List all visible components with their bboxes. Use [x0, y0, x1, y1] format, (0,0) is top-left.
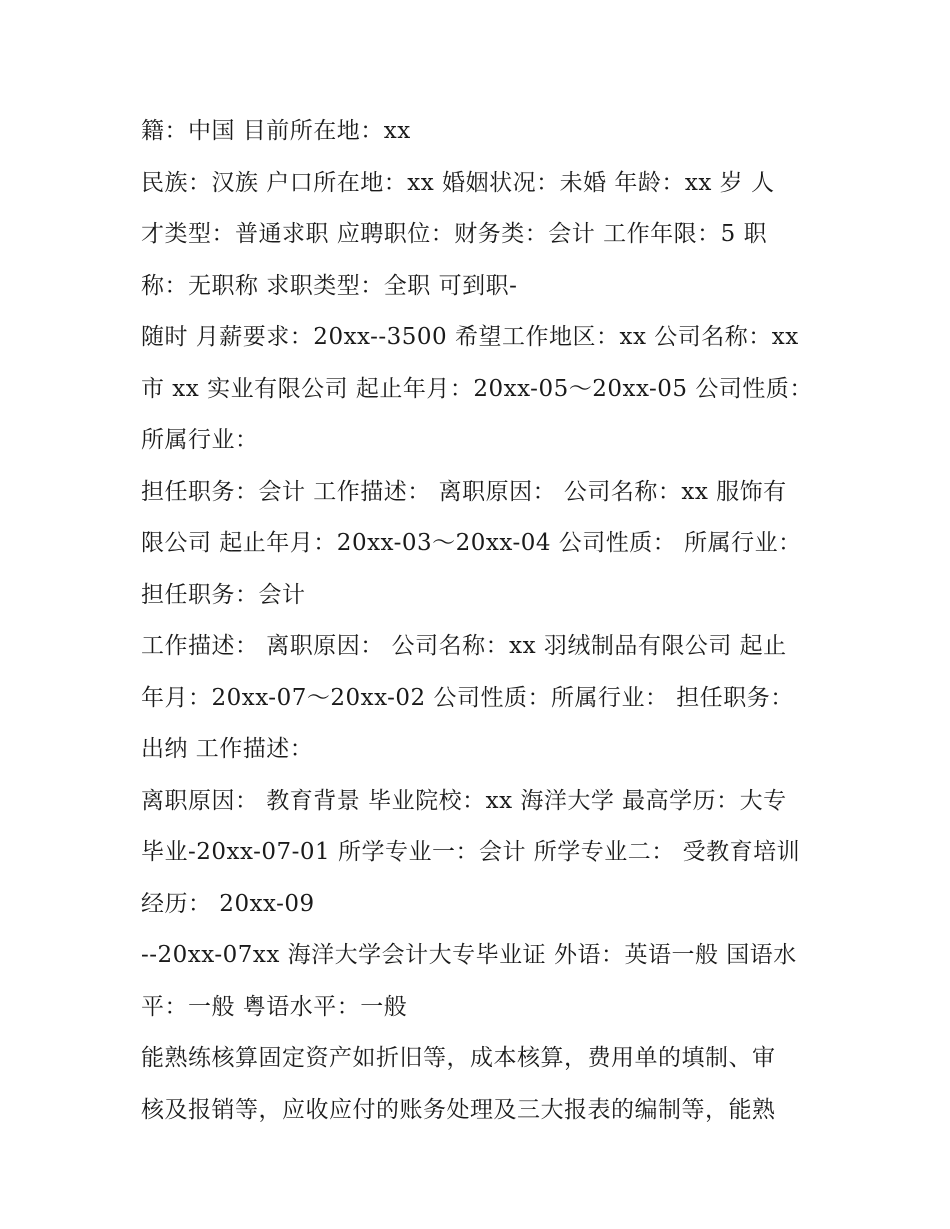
text-line: 担任职务：会计 — [141, 581, 306, 608]
text-line: 称：无职称 求职类型：全职 可到职- — [141, 272, 518, 299]
text-line: 能熟练核算固定资产如折旧等，成本核算，费用单的填制、审 — [141, 1045, 776, 1071]
text-line: 年月：20xx-07～20xx-02 公司性质：所属行业： 担任职务： — [141, 684, 794, 711]
text-line: 所属行业： — [141, 427, 259, 453]
text-line: 经历： 20xx-09 — [141, 890, 315, 917]
resume-text — [141, 106, 821, 1136]
text-line: 限公司 起止年月：20xx-03～20xx-04 公司性质： 所属行业： — [141, 530, 802, 556]
text-line: 市 xx 实业有限公司 起止年月：20xx-05～20xx-05 公司性质： — [141, 375, 813, 402]
text-line: 平：一般 粤语水平：一般 — [141, 993, 408, 1020]
text-line: --20xx-07xx 海洋大学会计大专毕业证 外语：英语一般 国语水 — [141, 942, 797, 968]
text-line: 才类型：普通求职 应聘职位：财务类：会计 工作年限：5 职 — [141, 221, 768, 247]
text-line: 出纳 工作描述： — [141, 736, 314, 762]
text-line: 籍：中国 目前所在地：xx — [141, 118, 411, 144]
text-line: 核及报销等，应收应付的账务处理及三大报表的编制等，能熟 — [141, 1096, 776, 1123]
text-line: 随时 月薪要求：20xx--3500 希望工作地区：xx 公司名称：xx — [141, 324, 799, 350]
text-line: 工作描述： 离职原因： 公司名称：xx 羽绒制品有限公司 起止 — [141, 633, 787, 659]
text-line: 民族：汉族 户口所在地：xx 婚姻状况：未婚 年龄：xx 岁 人 — [141, 169, 775, 196]
text-line: 毕业-20xx-07-01 所学专业一：会计 所学专业二： 受教育培训 — [141, 839, 801, 865]
text-line: 担任职务：会计 工作描述： 离职原因： 公司名称：xx 服饰有 — [141, 478, 787, 505]
text-line: 离职原因： 教育背景 毕业院校：xx 海洋大学 最高学历：大专 — [141, 787, 787, 814]
